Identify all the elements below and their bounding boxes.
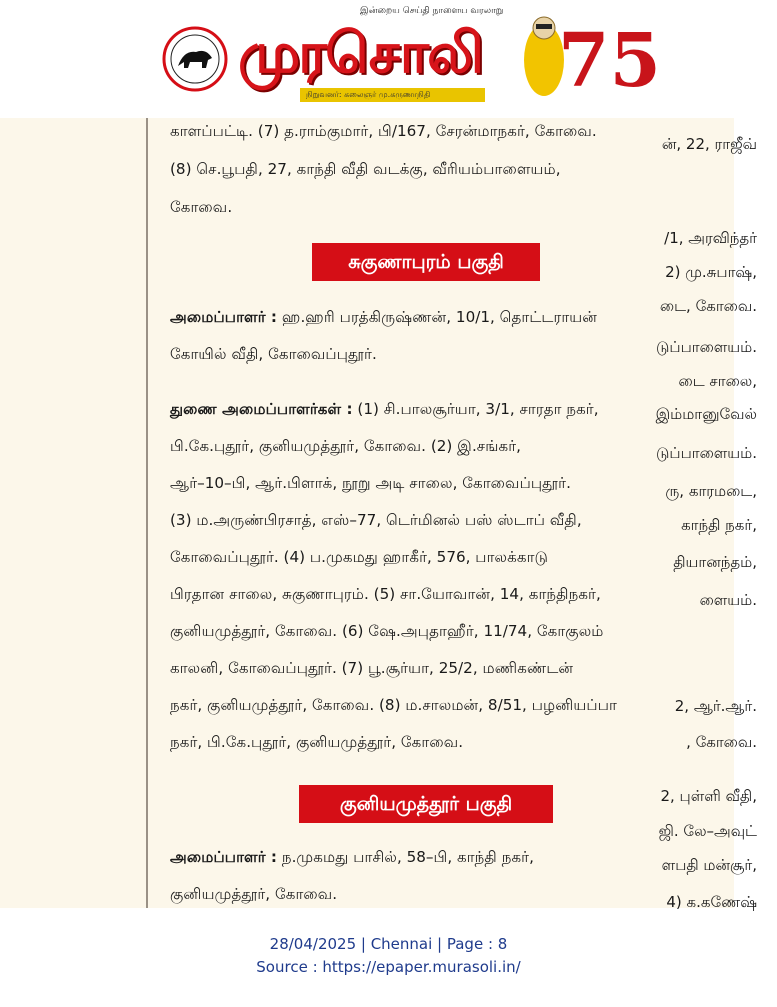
footer-source-link[interactable]: Source : https://epaper.murasoli.in/ <box>256 958 521 976</box>
left-column-line: டை சாலை, <box>678 372 757 390</box>
left-column-line: ளபதி மன்சூர், <box>661 856 757 874</box>
left-column-line: ளையம். <box>699 591 757 609</box>
left-column-line: டுப்பாளையம். <box>656 444 757 462</box>
deputy-line: (3) ம.அருண்பிரசாத், எஸ்–77, டெர்மினல் பஸ் ஸ்டாப் வீதி, <box>170 511 582 529</box>
left-column-line: 4) க.கணேஷ் <box>666 893 757 911</box>
left-column <box>0 118 146 908</box>
deputy-line: கோவைப்புதூர். (4) ப.முகமது ஹாகீர், 576, பாலக்காடு <box>170 548 549 566</box>
deputy-line: காலனி, கோவைப்புதூர். (7) பூ.சூர்யா, 25/2, மணிகண்டன் <box>170 659 574 677</box>
left-column-line: 2, ஆர்.ஆர். <box>674 697 757 715</box>
section-heading-kuniyamuthur: குனியமுத்தூர் பகுதி <box>299 785 553 823</box>
left-column-line: இம்மானுவேல் <box>655 405 757 423</box>
left-column-line: 2, புள்ளி வீதி, <box>660 787 757 805</box>
footer-date-line: 28/04/2025 | Chennai | Page : 8 <box>269 935 508 953</box>
left-column-line: ஜி. லே–அவுட் <box>658 822 757 840</box>
deputy-line: பிரதான சாலை, சுகுணாபுரம். (5) சா.யோவான், 14, காந்திநகர், <box>170 585 601 603</box>
masthead-tagline: இன்றைய செய்தி நாளைய வரலாறு <box>360 6 504 16</box>
deputy-line: ஆர்–10–பி, ஆர்.பிளாக், நூறு அடி சாலை, கோவைப்புதூர். <box>170 474 571 492</box>
anniversary-number: 75 <box>558 18 661 104</box>
deputy-label: துணை அமைப்பாளர்கள் : <box>170 400 353 418</box>
organizer-line: குனியமுத்தூர், கோவை. <box>170 885 338 903</box>
left-column-line: டை, கோவை. <box>659 297 757 315</box>
masthead-subline: நிறுவனர்: கலைஞர் மு.கருணாநிதி <box>306 90 431 99</box>
deputy-text: (1) சி.பாலசூர்யா, 3/1, சாரதா நகர், <box>352 400 599 418</box>
organizer-label: அமைப்பாளர் : <box>170 308 278 326</box>
intro-line: (8) செ.பூபதி, 27, காந்தி வீதி வடக்கு, வீரியம்பாளையம், <box>170 160 561 178</box>
left-column-line: /1, அரவிந்தர் <box>664 229 757 247</box>
organizer-text: ஹ.ஹரி பரத்கிருஷ்ணன், 10/1, தொட்டராயன் <box>277 308 598 326</box>
masthead <box>0 0 777 118</box>
section-heading-sugunapuram: சுகுணாபுரம் பகுதி <box>312 243 540 281</box>
intro-line: காளப்பட்டி. (7) த.ராம்குமார், பி/167, சேரன்மாநகர், கோவை. <box>170 122 597 140</box>
left-column-line: காந்தி நகர், <box>681 516 757 534</box>
deputy-line: குனியமுத்தூர், கோவை. (6) ஷே.அபுதாஹீர், 11/74, கோகுலம் <box>170 622 604 640</box>
left-column-line: ன், 22, ராஜீவ் <box>661 135 757 153</box>
organizer-label: அமைப்பாளர் : <box>170 848 278 866</box>
left-column-line: தியானந்தம், <box>673 553 757 571</box>
left-column-line: 2) மு.சுபாஷ், <box>665 263 757 281</box>
deputy-line <box>170 400 715 420</box>
organizer-line: கோயில் வீதி, கோவைப்புதூர். <box>170 345 377 363</box>
deputy-line: நகர், பி.கே.புதூர், குனியமுத்தூர், கோவை. <box>170 733 464 751</box>
column-divider <box>146 118 148 908</box>
masthead-title: முரசொலி <box>238 21 482 86</box>
party-emblem-icon <box>162 26 228 92</box>
deputy-line: பி.கே.புதூர், குனியமுத்தூர், கோவை. (2) இ.சங்கர், <box>170 437 521 455</box>
left-column-line: , கோவை. <box>686 733 757 751</box>
intro-line: கோவை. <box>170 198 233 216</box>
left-column-line: டுப்பாளையம். <box>656 338 757 356</box>
organizer-text: ந.முகமது பாசில், 58–பி, காந்தி நகர், <box>277 848 534 866</box>
deputy-line: நகர், குனியமுத்தூர், கோவை. (8) ம.சாலமன், 8/51, பழனியப்பா <box>170 696 617 714</box>
anniversary-75-logo-icon <box>518 4 661 104</box>
organizer-line <box>170 308 715 328</box>
organizer-line <box>170 848 715 868</box>
left-column-line: ரு, காரமடை, <box>665 482 757 500</box>
